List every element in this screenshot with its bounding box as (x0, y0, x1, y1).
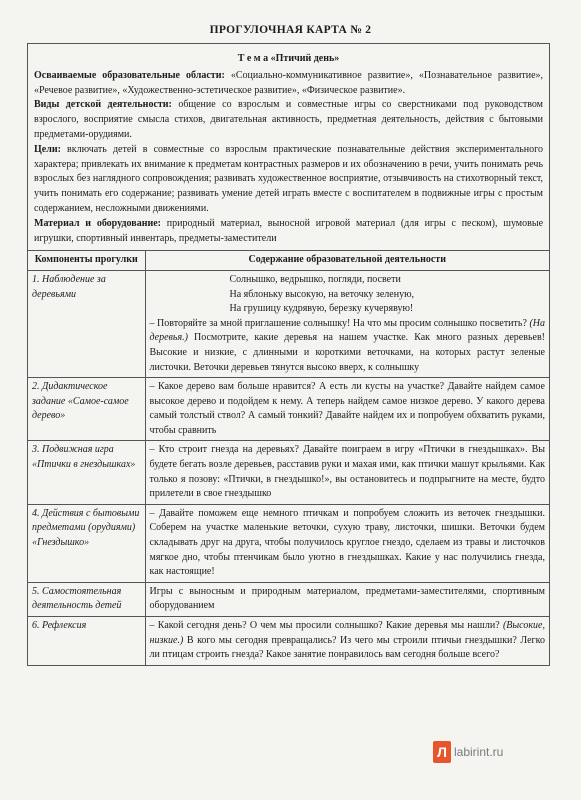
row-text: В кого мы сегодня превращались? Из чего мы строили птичьи гнездышки? Легко ли птицам строить гнезда? Какое занятие понравилось вам сегодня больше всего? (149, 634, 545, 661)
goals-label: Цели: (34, 143, 61, 155)
row-component: 6. Рефлексия (28, 617, 145, 665)
table-row (28, 270, 549, 377)
materials-label: Материал и оборудование: (34, 217, 161, 229)
walk-card (27, 43, 550, 666)
row-component: 2. Дидактическое задание «Самое-самое дерево» (28, 378, 145, 441)
table-row (28, 504, 549, 582)
row-content: Игры с выносным и природным материалом, предметами-заместителями, спортивным оборудованием (145, 582, 549, 616)
topic-section (28, 44, 549, 251)
areas-paragraph (34, 69, 543, 99)
table-row (28, 582, 549, 616)
row-component: 1. Наблюдение за деревьями (28, 270, 145, 377)
row-component: 5. Самостоятельная деятельность детей (28, 582, 145, 616)
activities-label: Виды детской деятельности: (34, 99, 172, 111)
materials-paragraph (34, 217, 543, 247)
goals-text: включать детей в совместные со взрослым практические познавательные действия экспериментального характера; привлекать их внимание к предметам контрастных размеров и их обозначению в речи, учить понимать речь взрослых без наглядного сопровождения; развивать художественное восприятие, отзывчивость на стихотворный текст, учить понимать его содержание; развивать умение детей играть вместе с воспитателем в подвижные игры с простым содержанием, несложными движениями. (34, 143, 543, 214)
areas-label: Осваиваемые образовательные области: (34, 69, 225, 81)
table-row (28, 617, 549, 665)
table-header-row (28, 251, 549, 270)
row-text: – Повторяйте за мной приглашение солнышку! На что мы просим солнышко посветить? (149, 317, 530, 329)
row-content (145, 270, 549, 377)
activities-paragraph (34, 98, 543, 142)
header-components: Компоненты прогулки (28, 251, 145, 270)
materials-text: природный материал, выносной игровой материал (для игры с песком), шумовые игрушки, спортивный инвентарь, предметы-заместители (34, 217, 544, 244)
row-text-italic: (Высокие, низкие.) (149, 620, 545, 646)
poem-line: На яблоньку высокую, на веточку зеленую, (229, 288, 415, 300)
row-content: – Кто строит гнезда на деревьях? Давайте поиграем в игру «Птички в гнездышках». Вы будете бегать возле деревьев, расставив руки и махая ими, как птички машут крыльями. Как только я позову: «Птички, в гнездышко!», вы остановитесь и подпрыгните на месте, будто прилетели в свое гнездышко (145, 441, 549, 504)
labirint-logo-icon: Л (433, 741, 451, 763)
row-component: 4. Действия с бытовыми предметами (орудиями) «Гнездышко» (28, 504, 145, 582)
topic-title: Т е м а «Птичий день» (237, 53, 340, 64)
page-title: ПРОГУЛОЧНАЯ КАРТА № 2 (209, 24, 372, 36)
activities-text: общение со взрослым и совместные игры со сверстниками под руководством взрослого, восприятие смысла стихов, двигательная активность, предметная деятельность, действия с бытовыми предметами-орудиями. (34, 99, 543, 140)
row-content (145, 617, 549, 665)
row-text: Посмотрите, какие деревья на нашем участке. Как много разных деревьев! Высокие и низкие, с длинными и короткими веточками, на которых растут зеленые листочки. Веточки деревьев тянутся высоко вверх, к солнышку (149, 332, 545, 373)
table-row (28, 441, 549, 504)
watermark-text: labirint.ru (454, 745, 504, 759)
goals-paragraph (34, 143, 543, 217)
table-row (28, 378, 549, 441)
header-content: Содержание образовательной деятельности (145, 251, 549, 270)
poem-line: Солнышко, ведрышко, погляди, посвети (229, 273, 401, 285)
row-text-italic: (На деревья.) (149, 317, 545, 344)
row-component: 3. Подвижная игра «Птички в гнездышках» (28, 441, 145, 504)
poem (230, 273, 546, 317)
activity-table (28, 251, 549, 664)
row-content: – Какое дерево вам больше нравится? А есть ли кусты на участке? Давайте найдем самое высокое дерево и подойдем к нему. А теперь найдем самое низкое дерево. У какого дерева самый толстый ствол? А самый тонкий? Давайте найдем их и попробуем обхватить руками, чтобы сравнить (145, 378, 549, 441)
areas-text: «Социально-коммуникативное развитие», «Познавательное развитие», «Речевое развитие», «Художественно-эстетическое развитие», «Физическое развитие». (34, 69, 544, 96)
row-content: – Давайте поможем еще немного птичкам и попробуем сложить из веточек гнездышки. Соберем на участке маленькие веточки, сухую траву, листочки, шишки. Веточки будем складывать друг на друга, чтобы получилось круглое гнездо, сделаем из травы и листочков мягкое дно, чтобы птенчикам было уютно в гнездышках. Какие у нас получились гнезда, как настоящие! (145, 504, 549, 582)
row-text: – Какой сегодня день? О чем мы просили солнышко? Какие деревья мы нашли? (149, 620, 503, 632)
poem-line: На грушицу кудрявую, березку кучерявую! (229, 303, 414, 315)
